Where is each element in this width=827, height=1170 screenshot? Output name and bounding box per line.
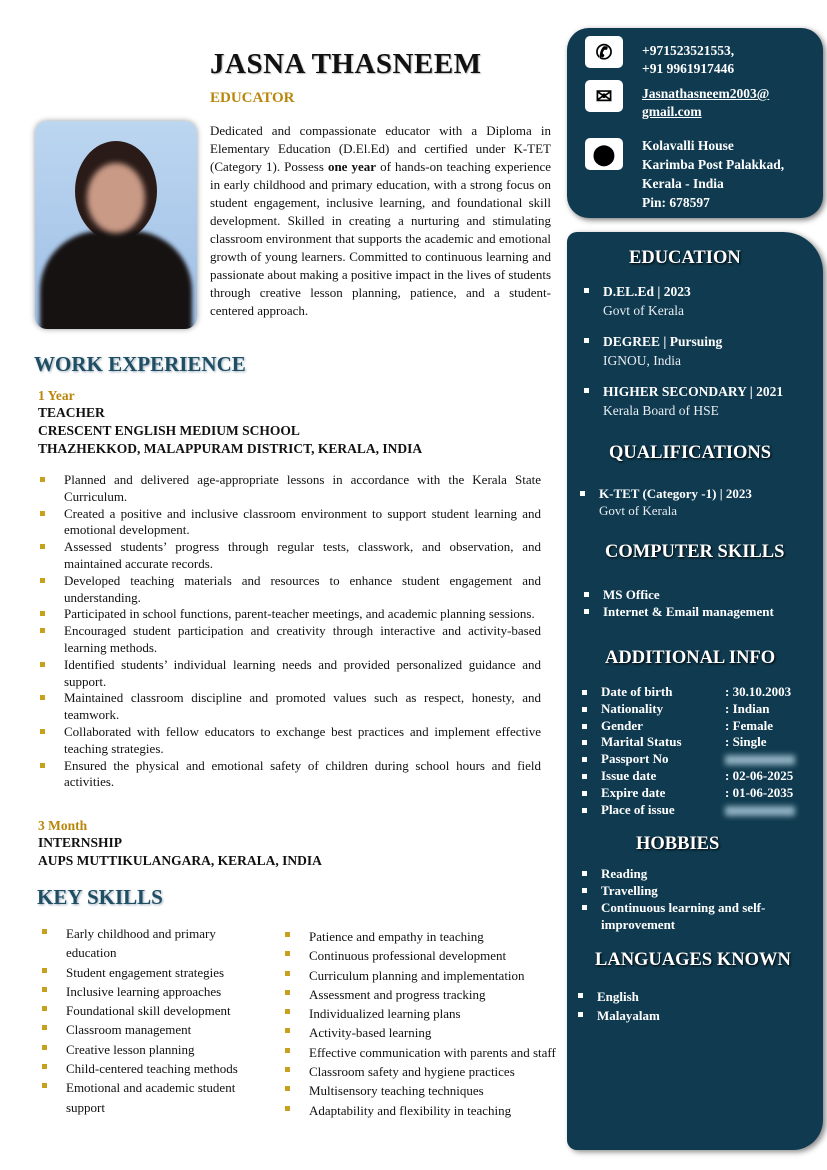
info-label: Nationality [601,700,664,716]
info-value: : 30.10.2003 [725,684,792,699]
email-link[interactable] [642,85,769,121]
work-experience-heading: WORK EXPERIENCE [34,352,246,376]
list-item: Patience and empathy in teaching [283,927,563,946]
phone-icon: ✆ [585,36,623,68]
list-item: Collaborated with fellow educators to exchange best practices and implement effective teaching strategies. [38,724,541,758]
profile-photo [35,121,197,329]
info-label: Marital Status [601,734,682,750]
list-item: Curriculum planning and implementation [283,966,563,985]
list-item [579,332,783,370]
job-duration: 3 Month [38,818,88,833]
hobbies-list [577,865,807,933]
list-item [579,382,783,420]
list-item [579,282,783,320]
key-skills-col2 [283,927,563,1120]
summary-bold: one year [327,159,377,174]
contact-box [567,28,823,218]
sidebar [567,232,823,1150]
list-item: Reading [577,865,807,882]
list-item: Classroom safety and hygiene practices [283,1062,563,1081]
profile-summary [210,122,551,320]
item-subtitle: Govt of Kerala [603,303,684,318]
list-item: English [573,987,660,1006]
list-item: Travelling [577,882,807,899]
job-role: TEACHER [38,405,105,420]
info-label: Passport No [601,751,669,767]
info-label: Gender [601,717,643,733]
list-item: Inclusive learning approaches [40,982,265,1001]
list-item: Effective communication with parents and staff [283,1043,563,1062]
item-title: K-TET (Category -1) | 2023 [599,486,752,501]
list-item: Multisensory teaching techniques [283,1081,563,1100]
education-heading: EDUCATION [629,248,741,268]
computer-skills-heading: COMPUTER SKILLS [605,542,785,562]
additional-info-heading: ADDITIONAL INFO [605,648,776,668]
list-item [577,718,795,735]
list-item [577,751,795,768]
list-item [577,785,795,802]
list-item [577,684,795,701]
job-org: AUPS MUTTIKULANGARA, KERALA, INDIA [38,853,322,868]
item-title: DEGREE | Pursuing [603,334,723,349]
list-item: Continuous learning and self-improvement [577,899,807,933]
list-item [575,485,752,519]
list-item: Encouraged student participation and creativity through interactive and activity-based learning methods. [38,623,541,657]
item-subtitle: Kerala Board of HSE [603,403,719,418]
info-value: : Indian [725,700,770,716]
list-item: Activity-based learning [283,1023,563,1042]
email-part: gmail.com [642,104,702,119]
list-item [577,768,795,785]
key-skills-heading: KEY SKILLS [37,885,163,909]
job-internship [38,818,322,870]
candidate-name: JASNA THASNEEM [210,48,482,80]
item-subtitle: IGNOU, India [603,353,681,368]
email-part: Jasnathasneem2003@ [642,86,770,101]
candidate-role: EDUCATOR [210,90,295,106]
email-icon: ✉ [585,80,623,112]
list-item [577,734,795,751]
list-item: Identified students’ individual learning needs and provided personalized guidance and support. [38,657,541,691]
qualifications-list [575,485,752,519]
info-label: Issue date [601,767,657,783]
list-item: Developed teaching materials and resources to enhance student engagement and understanding. [38,573,541,607]
item-title: HIGHER SECONDARY | 2021 [603,384,784,399]
job-org: CRESCENT ENGLISH MEDIUM SCHOOL [38,423,300,438]
list-item: Malayalam [573,1006,660,1025]
info-value: : 02-06-2025 [725,767,794,783]
languages-list [573,987,660,1025]
address-line: Kerala - India [642,176,724,191]
job-place: THAZHEKKOD, MALAPPURAM DISTRICT, KERALA, INDIA [38,441,423,456]
list-item: MS Office [579,586,774,603]
list-item: Planned and delivered age-appropriate lessons in accordance with the Kerala State Curriculum. [38,472,541,506]
item-title: D.EL.Ed | 2023 [603,284,691,299]
phone-1: +971523521553, [642,43,735,58]
address-line: Pin: 678597 [642,195,710,210]
list-item: Individualized learning plans [283,1004,563,1023]
list-item: Foundational skill development [40,1001,265,1020]
location-pin-icon: ⬤ [585,138,623,170]
item-subtitle: Govt of Kerala [599,503,677,518]
list-item: Child-centered teaching methods [40,1059,265,1078]
hobbies-heading: HOBBIES [636,834,720,854]
list-item: Ensured the physical and emotional safety of children during school hours and field activities. [38,758,541,792]
summary-text: of hands-on teaching experience in early childhood and primary education, with a strong focus on student engagement, inclusive learning, and foundational skill development. Skilled in creating a nurturing and stimulating classroom environment that supports the academic and emotional growth of young learners. Committed to continuous learning and passionate about making a positive impact in the lives of students through creative lesson planning, patience, and a student-centered approach. [210,159,552,318]
list-item: Student engagement strategies [40,963,265,982]
list-item: Continuous professional development [283,946,563,965]
list-item: Assessed students’ progress through regular tests, classwork, and observation, and maintained accurate records. [38,539,541,573]
info-value: : 01-06-2035 [725,784,794,800]
info-value: : Female [725,717,774,733]
list-item [577,802,795,819]
address-line: Karimba Post Palakkad, [642,157,785,172]
job-teacher [38,388,422,458]
list-item: Participated in school functions, parent-teacher meetings, and academic planning sessions. [38,606,541,623]
responsibilities-list [38,472,541,791]
redacted-value [725,806,795,816]
key-skills-col1 [40,924,265,1117]
phone-2: +91 9961917446 [642,61,735,76]
phone-numbers [642,42,734,78]
list-item: Emotional and academic student support [40,1078,265,1117]
languages-heading: LANGUAGES KNOWN [595,950,791,970]
list-item: Classroom management [40,1020,265,1039]
job-role: INTERNSHIP [38,835,123,850]
info-value: : Single [725,734,767,750]
list-item: Assessment and progress tracking [283,985,563,1004]
list-item: Early childhood and primary education [40,924,265,963]
qualifications-heading: QUALIFICATIONS [609,443,772,463]
computer-skills-list [579,586,774,620]
list-item: Internet & Email management [579,603,774,620]
address-line: Kolavalli House [642,138,734,153]
list-item [577,701,795,718]
redacted-value [725,755,795,765]
education-list [579,282,783,432]
info-label: Expire date [601,784,666,800]
list-item: Maintained classroom discipline and promoted values such as respect, honesty, and teamwork. [38,690,541,724]
job-duration: 1 Year [38,388,75,403]
list-item: Created a positive and inclusive classroom environment to support student learning and emotional development. [38,506,541,540]
address [642,136,784,212]
info-label: Date of birth [601,684,673,699]
summary-text: Dedicated and compassionate educator with a Diploma in Elementary Education (D.El.Ed) and certified under K-TET (Category 1). Possess [210,123,551,174]
list-item: Adaptability and flexibility in teaching [283,1101,563,1120]
info-label: Place of issue [601,801,675,817]
additional-info-list [577,684,795,818]
list-item: Creative lesson planning [40,1040,265,1059]
